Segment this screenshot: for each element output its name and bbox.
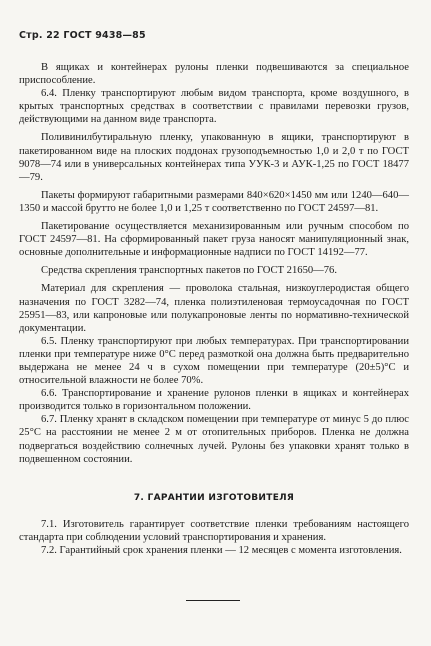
paragraph-6-5: 6.5. Пленку транспортируют при любых температурах. При транспортировании пленки при температуре ниже 0°С перед размоткой она должна быть предварительно выдержана не менее 24 ч в сухом помещении при температуре (20±5)°С и относительной влажности не более 70%.	[19, 335, 409, 387]
end-rule-divider	[186, 600, 240, 601]
paragraph-6-6: 6.6. Транспортирование и хранение рулонов пленки в ящиках и контейнерах производится только в горизонтальном положении.	[19, 388, 409, 413]
paragraph: Материал для скрепления — проволока стальная, низкоуглеродистая общего назначения по ГОСТ 3282—74, пленка полиэтиленовая термоусадочная по ГОСТ 25951—83, или капроновые или полукапроновые ленты по нормативно-технической документации.	[19, 283, 409, 334]
paragraph-7-2: 7.2. Гарантийный срок хранения пленки — 12 месяцев с момента изготовления.	[41, 545, 402, 556]
paragraph-6-4: 6.4. Пленку транспортируют любым видом транспорта, кроме воздушного, в крытых транспортных средствах в соответствии с правилами перевозки грузов, действующими на данном виде транспорта.	[19, 88, 409, 126]
section-title: 7. ГАРАНТИИ ИЗГОТОВИТЕЛЯ	[133, 492, 295, 503]
paragraph: Поливинилбутиральную пленку, упакованную в ящики, транспортируют в пакетированном виде на плоских поддонах грузоподъемностью 1,0 и 2,0 т по ГОСТ 9078—74 или в универсальных контейнерах типа УУК-3 и АУК-1,25 по ГОСТ 18477—79.	[19, 132, 409, 183]
paragraph: Пакеты формируют габаритными размерами 840×620×1450 мм или 1240—640—1350 и массой брутто не более 1,0 и 1,25 т соответственно по ГОСТ 24597—81.	[19, 189, 409, 214]
paragraph-7-1: 7.1. Изготовитель гарантирует соответствие пленки требованиям настоящего стандарта при соблюдении условий транспортирования и хранения.	[19, 518, 409, 543]
paragraph: Средства скрепления транспортных пакетов по ГОСТ 21650—76.	[41, 265, 337, 277]
page-header: Стр. 22 ГОСТ 9438—85	[19, 30, 146, 41]
paragraph: В ящиках и контейнерах рулоны пленки подвешиваются за специальное приспособление.	[19, 62, 409, 87]
paragraph-6-7: 6.7. Пленку хранят в складском помещении при температуре от минус 5 до плюс 25°С на расстоянии не менее 2 м от отопительных приборов. Пленка не должна подвергаться воздействию солнечных лучей. Рулоны без упаковки хранят только в подвешенном состоянии.	[19, 414, 409, 465]
document-body	[19, 61, 409, 557]
paragraph: Пакетирование осуществляется механизированным или ручным способом по ГОСТ 24597—81. На сформированный пакет груза наносят манипуляционный знак, основные дополнительные и информационные надписи по ГОСТ 14192—77.	[19, 221, 409, 259]
